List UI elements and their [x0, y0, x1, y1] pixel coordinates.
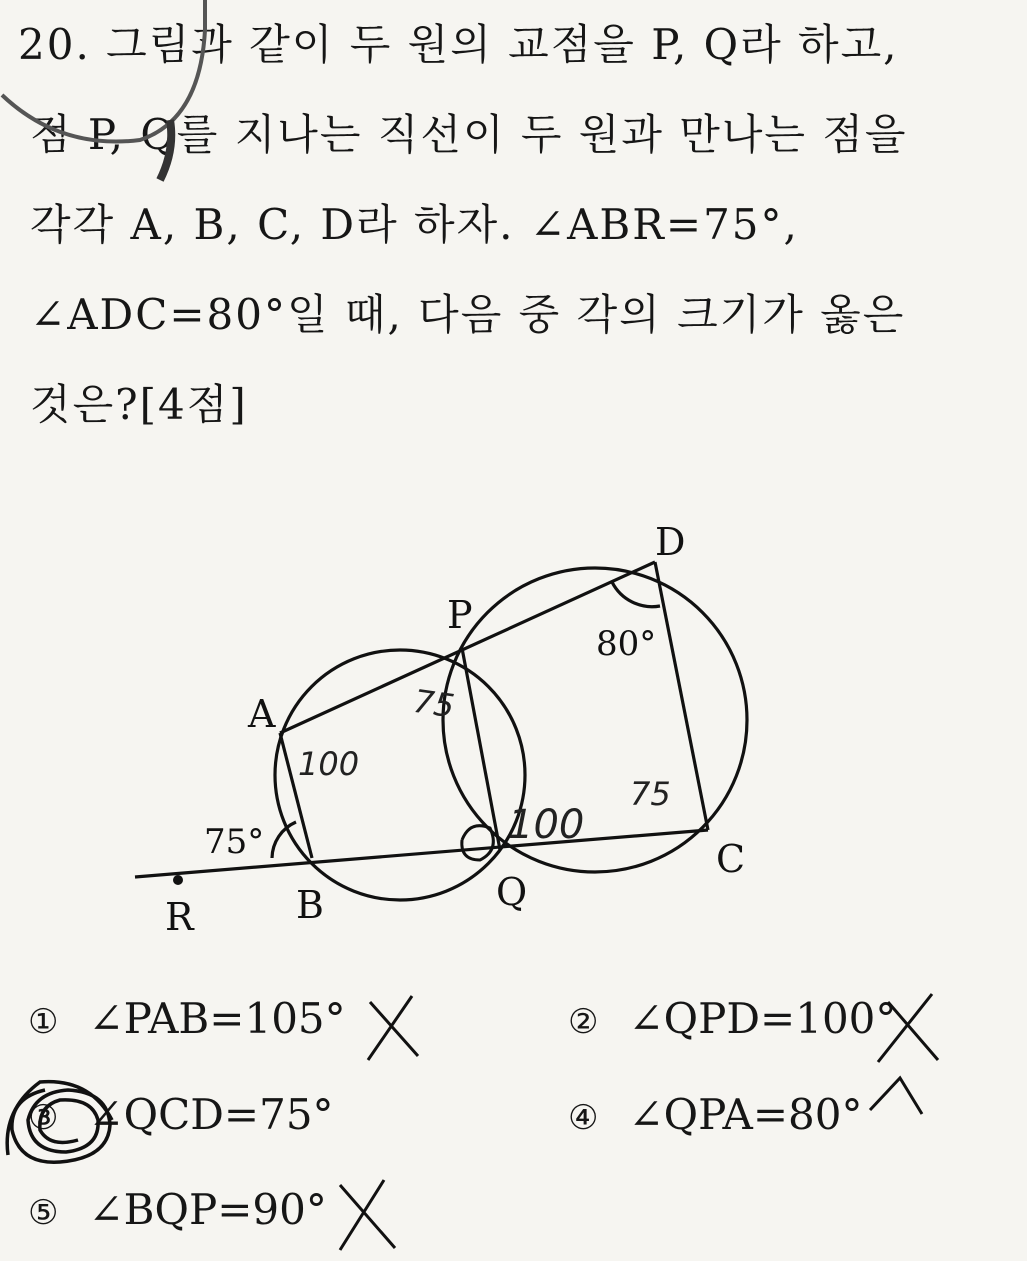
cross-mark-icon — [368, 996, 418, 1060]
cross-mark-icon — [870, 1078, 922, 1114]
label-r: R — [165, 895, 194, 939]
problem-line-1: 20. 그림과 같이 두 원의 교점을 P, Q라 하고, — [18, 20, 899, 69]
choice-number: ① — [28, 1002, 59, 1042]
angle-label-adc: 80° — [596, 624, 657, 664]
answer-choices — [0, 980, 1027, 1260]
choice-text: ∠PAB=105° — [88, 994, 346, 1043]
point-r — [173, 875, 183, 885]
choice-number: ⑤ — [28, 1193, 59, 1233]
choice-number: ③ — [28, 1098, 59, 1138]
problem-line-5: 것은?[4점] — [30, 380, 248, 429]
label-c: C — [716, 837, 746, 881]
pencil-scribble-icon — [0, 0, 240, 200]
answer-marks — [0, 980, 1027, 1260]
problem-line-3: 각각 A, B, C, D라 하자. ∠ABR=75°, — [30, 200, 799, 249]
cross-mark-icon — [340, 1180, 395, 1250]
choice-number: ④ — [568, 1098, 599, 1138]
angle-arc-adc — [612, 582, 660, 607]
note-at-a: 100 — [298, 745, 360, 783]
label-q: Q — [496, 870, 528, 914]
geometry-figure — [0, 500, 1027, 940]
label-a: A — [248, 692, 276, 736]
choice-number: ② — [568, 1002, 599, 1042]
note-scribble-q — [462, 826, 494, 860]
problem-line-4: ∠ADC=80°일 때, 다음 중 각의 크기가 옳은 — [30, 290, 906, 339]
label-p: P — [447, 593, 473, 637]
problem-line-2: 점 P, Q를 지나는 직선이 두 원과 만나는 점을 — [30, 110, 908, 159]
choice-text: ∠QCD=75° — [88, 1090, 334, 1139]
cross-mark-icon — [878, 994, 938, 1062]
note-at-q: 100 — [508, 802, 585, 848]
note-at-c: 75 — [630, 775, 671, 813]
angle-label-abr: 75° — [204, 822, 265, 862]
note-at-p: 75 — [411, 681, 457, 726]
choice-text: ∠QPA=80° — [628, 1090, 863, 1139]
scribble-circle-icon — [7, 1082, 112, 1163]
choice-text: ∠QPD=100° — [628, 994, 897, 1043]
label-d: D — [655, 520, 686, 564]
choice-text: ∠BQP=90° — [88, 1185, 327, 1234]
label-b: B — [296, 883, 324, 927]
